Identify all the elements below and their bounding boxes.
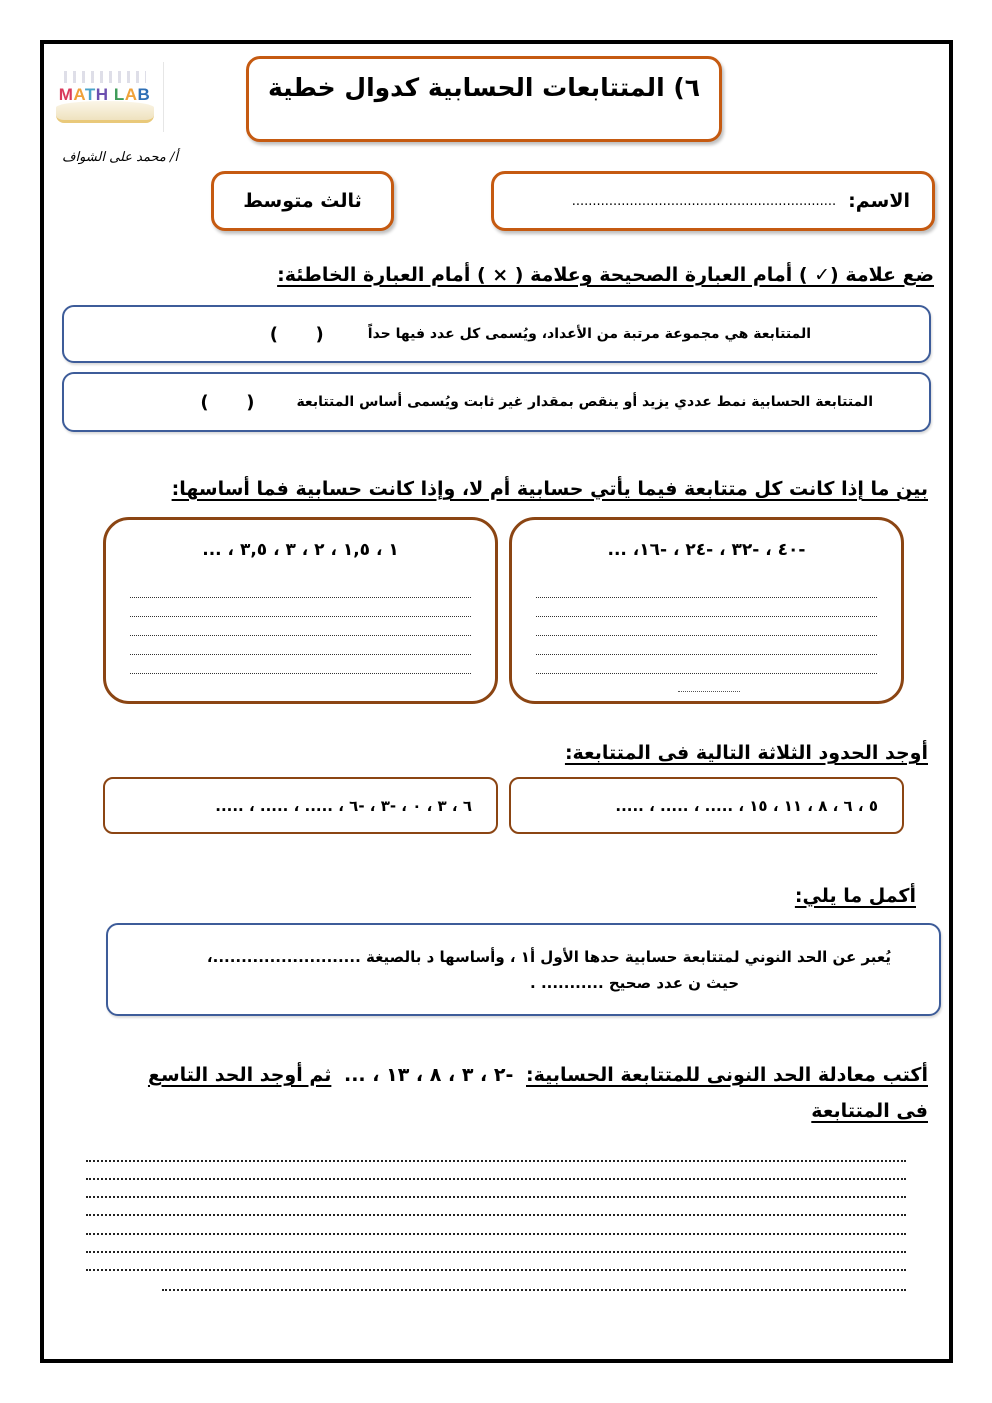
author-name: أ/ محمد على الشواف [62, 150, 178, 165]
name-label: الاسم: [848, 190, 910, 212]
answer-line[interactable] [130, 673, 471, 674]
statement-1 [62, 305, 931, 363]
answer-line[interactable] [86, 1251, 906, 1253]
answer-line[interactable] [536, 597, 877, 598]
book-icon [50, 67, 160, 127]
sequence-terms: ١ ، ١,٥ ، ٢ ، ٣ ، ٣,٥ ، ... [202, 540, 399, 560]
answer-line[interactable] [130, 654, 471, 655]
statement-text: المتتابعة هي مجموعة مرتبة من الأعداد، ويُسمى كل عدد فيها حداً [367, 326, 811, 342]
section5-heading-part2: ثم أوجد الحد التاسع [147, 1064, 332, 1086]
section3-heading: أوجد الحدود الثلاثة التالية فى المتتابعة: [564, 742, 928, 764]
answer-line[interactable] [678, 691, 740, 692]
statement-text: المتتابعة الحسابية نمط عددي يزيد أو ينقص بمقدار غير ثابت ويُسمى أساس المتتابعة [296, 394, 873, 410]
complete-line-2[interactable]: حيث ن عدد صحيح ........... . [530, 973, 739, 992]
next-terms-box-2 [103, 777, 498, 834]
title-box [246, 56, 722, 142]
answer-blank[interactable]: ( ) [269, 323, 324, 345]
answer-line[interactable] [86, 1214, 906, 1216]
sequence-terms[interactable]: ٦ ، ٣ ، ٠ ، -٣ ، -٦ ، ..... ، ..... ، ..... [215, 796, 472, 815]
answer-line[interactable] [130, 635, 471, 636]
answer-blank[interactable]: ( ) [200, 391, 255, 413]
section2-heading: بين ما إذا كانت كل متتابعة فيما يأتي حسابية أم لا، وإذا كانت حسابية فما أساسها: [171, 478, 928, 500]
section5-heading [148, 1064, 928, 1086]
name-blank[interactable]: ................................................................ [571, 193, 837, 209]
math-lab-logo [46, 62, 164, 132]
answer-line[interactable] [86, 1178, 906, 1180]
answer-line[interactable] [536, 654, 877, 655]
complete-box [106, 923, 941, 1016]
logo-text: MATH LAB [58, 85, 151, 104]
answer-line[interactable] [130, 597, 471, 598]
complete-line-1[interactable]: يُعبر عن الحد النوني لمتتابعة حسابية حدها الأول أ١ ، وأساسها د بالصيغة ..........................، [206, 947, 891, 966]
section5-heading-part1: أكتب معادلة الحد النونى للمتتابعة الحسابية: [526, 1064, 928, 1086]
sequence-terms[interactable]: ٥ ، ٦ ، ٨ ، ١١ ، ١٥ ، ..... ، ..... ، ..... [615, 796, 878, 815]
name-field[interactable] [491, 171, 935, 231]
answer-line[interactable] [86, 1160, 906, 1162]
statement-2 [62, 372, 931, 432]
section5-heading-line2: فى المتتابعة [811, 1100, 928, 1122]
answer-line[interactable] [86, 1196, 906, 1198]
grade-box [211, 171, 394, 231]
grade-label: ثالث متوسط [243, 190, 362, 212]
next-terms-box-1 [509, 777, 904, 834]
answer-line[interactable] [162, 1289, 906, 1291]
answer-line[interactable] [536, 673, 877, 674]
answer-line[interactable] [86, 1269, 906, 1271]
sequence-box-1 [509, 517, 904, 704]
section5-sequence: -٢ ، ٣ ، ٨ ، ١٣ ، ... [343, 1064, 514, 1086]
answer-line[interactable] [130, 616, 471, 617]
answer-line[interactable] [86, 1233, 906, 1235]
sequence-box-2 [103, 517, 498, 704]
answer-line[interactable] [536, 635, 877, 636]
sequence-terms: -٤٠ ، -٣٢ ، -٢٤ ، -١٦، ... [607, 540, 806, 560]
section4-heading: أكمل ما يلي: [794, 885, 916, 907]
section1-heading: ضع علامة (✓ ) أمام العبارة الصحيحة وعلامة ( × ) أمام العبارة الخاطئة: [277, 264, 934, 286]
page-title: ٦) المتتابعات الحسابية كدوال خطية [267, 73, 701, 102]
answer-line[interactable] [536, 616, 877, 617]
